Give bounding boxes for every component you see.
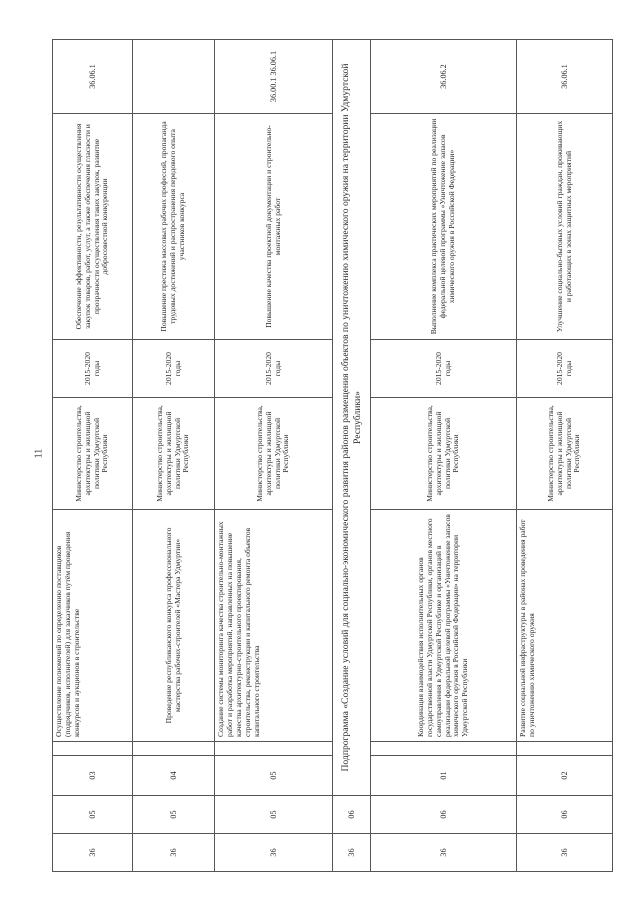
pp-code: 06: [371, 796, 517, 834]
om-code: 03: [53, 756, 133, 796]
executor: Министерство строительства, архитектуры и жилищной политики Удмуртской Республики: [215, 398, 333, 510]
pp-code: 06: [517, 796, 613, 834]
table-row: [517, 40, 613, 872]
expected-result: Улучшение социально-бытовых условий граждан, проживающих и работающих в зонах защитных мероприятий: [517, 114, 613, 340]
program-table-box: [52, 40, 612, 872]
gp-code: 36: [53, 834, 133, 872]
m-code: [133, 742, 215, 756]
pp-code: 05: [215, 796, 333, 834]
gp-code: 36: [333, 834, 371, 872]
measure-name: Координация взаимодействия исполнительных органов государственной власти Удмуртской Республики, органов местного самоуправления в Удмуртской Республике и организаций в реализации федеральной целевой программы «Уничтожение запасов химического оружия в Российской Федерации» на территории Удмуртской Республики: [371, 510, 517, 742]
expected-result: Выполнение комплекса практических мероприятий по реализации федеральной целевой программы «Уничтожение запасов химического оружия в Российской Федерации»: [371, 114, 517, 340]
om-code: 04: [133, 756, 215, 796]
expected-result: Повышение престижа массовых рабочих профессий, пропаганда трудовых достижений и распространения передового опыта участников конкурса: [133, 114, 215, 340]
executor: Министерство строительства, архитектуры и жилищной политики Удмуртской Республики: [371, 398, 517, 510]
m-code: [517, 742, 613, 756]
indicator-link: [133, 40, 215, 114]
expected-result: Обеспечение эффективности, результативности осуществления закупок товаров, работ, услуг, а также обеспечения гласности и прозрачности осуществления таких закупок, развитие добросовестной конкуренции: [53, 114, 133, 340]
term: 2015-2020 годы: [215, 340, 333, 398]
expected-result: Повышение качества проектной документации и строительно-монтажных работ: [215, 114, 333, 340]
om-code: 02: [517, 756, 613, 796]
gp-code: 36: [517, 834, 613, 872]
subprogram-title: Подпрограмма «Создание условий для социально-экономического развития районов размещения объектов по уничтожению химического оружия на территории Удмуртской Республики»: [333, 40, 371, 796]
table-row: [53, 40, 133, 872]
indicator-link: 36.00.1 36.06.1: [215, 40, 333, 114]
table-row: [371, 40, 517, 872]
pp-code: 06: [333, 796, 371, 834]
executor: Министерство строительства, архитектуры и жилищной политики Удмуртской Республики: [517, 398, 613, 510]
measure-name: Осуществление полномочий по определению поставщиков (подрядчиков, исполнителей) для заказчиков путём проведения конкурсов и аукционов в строительстве: [53, 510, 133, 742]
m-code: [53, 742, 133, 756]
gp-code: 36: [133, 834, 215, 872]
measure-name: Проведение республиканского конкурса профессионального мастерства рабочих-строителей «Мастера Удмуртии»: [133, 510, 215, 742]
pp-code: 05: [53, 796, 133, 834]
subprogram-row: [333, 40, 371, 872]
indicator-link: 36.06.1: [53, 40, 133, 114]
m-code: [215, 742, 333, 756]
page-number: 11: [33, 448, 45, 459]
measure-name: Развитие социальной инфраструктуры в районах проведения работ по уничтожению химического оружия: [517, 510, 613, 742]
term: 2015-2020 годы: [53, 340, 133, 398]
term: 2015-2020 годы: [371, 340, 517, 398]
om-code: 05: [215, 756, 333, 796]
table-row: [215, 40, 333, 872]
indicator-link: 36.06.1: [517, 40, 613, 114]
program-measures-table: [52, 39, 613, 872]
gp-code: 36: [371, 834, 517, 872]
measure-name: Создание системы мониторинга качества строительно-монтажных работ и разработка мероприятий, направленных на повышение качества архитектурно-строительного проектирования, строительства, реконструкции и капитального ремонта объектов капитального строительства: [215, 510, 333, 742]
indicator-link: 36.06.2: [371, 40, 517, 114]
gp-code: 36: [215, 834, 333, 872]
om-code: 01: [371, 756, 517, 796]
term: 2015-2020 годы: [133, 340, 215, 398]
table-row: [133, 40, 215, 872]
executor: Министерство строительства, архитектуры и жилищной политики Удмуртской Республики: [133, 398, 215, 510]
pp-code: 05: [133, 796, 215, 834]
executor: Министерство строительства, архитектуры и жилищной политики Удмуртской Республики: [53, 398, 133, 510]
m-code: [371, 742, 517, 756]
term: 2015-2020 годы: [517, 340, 613, 398]
